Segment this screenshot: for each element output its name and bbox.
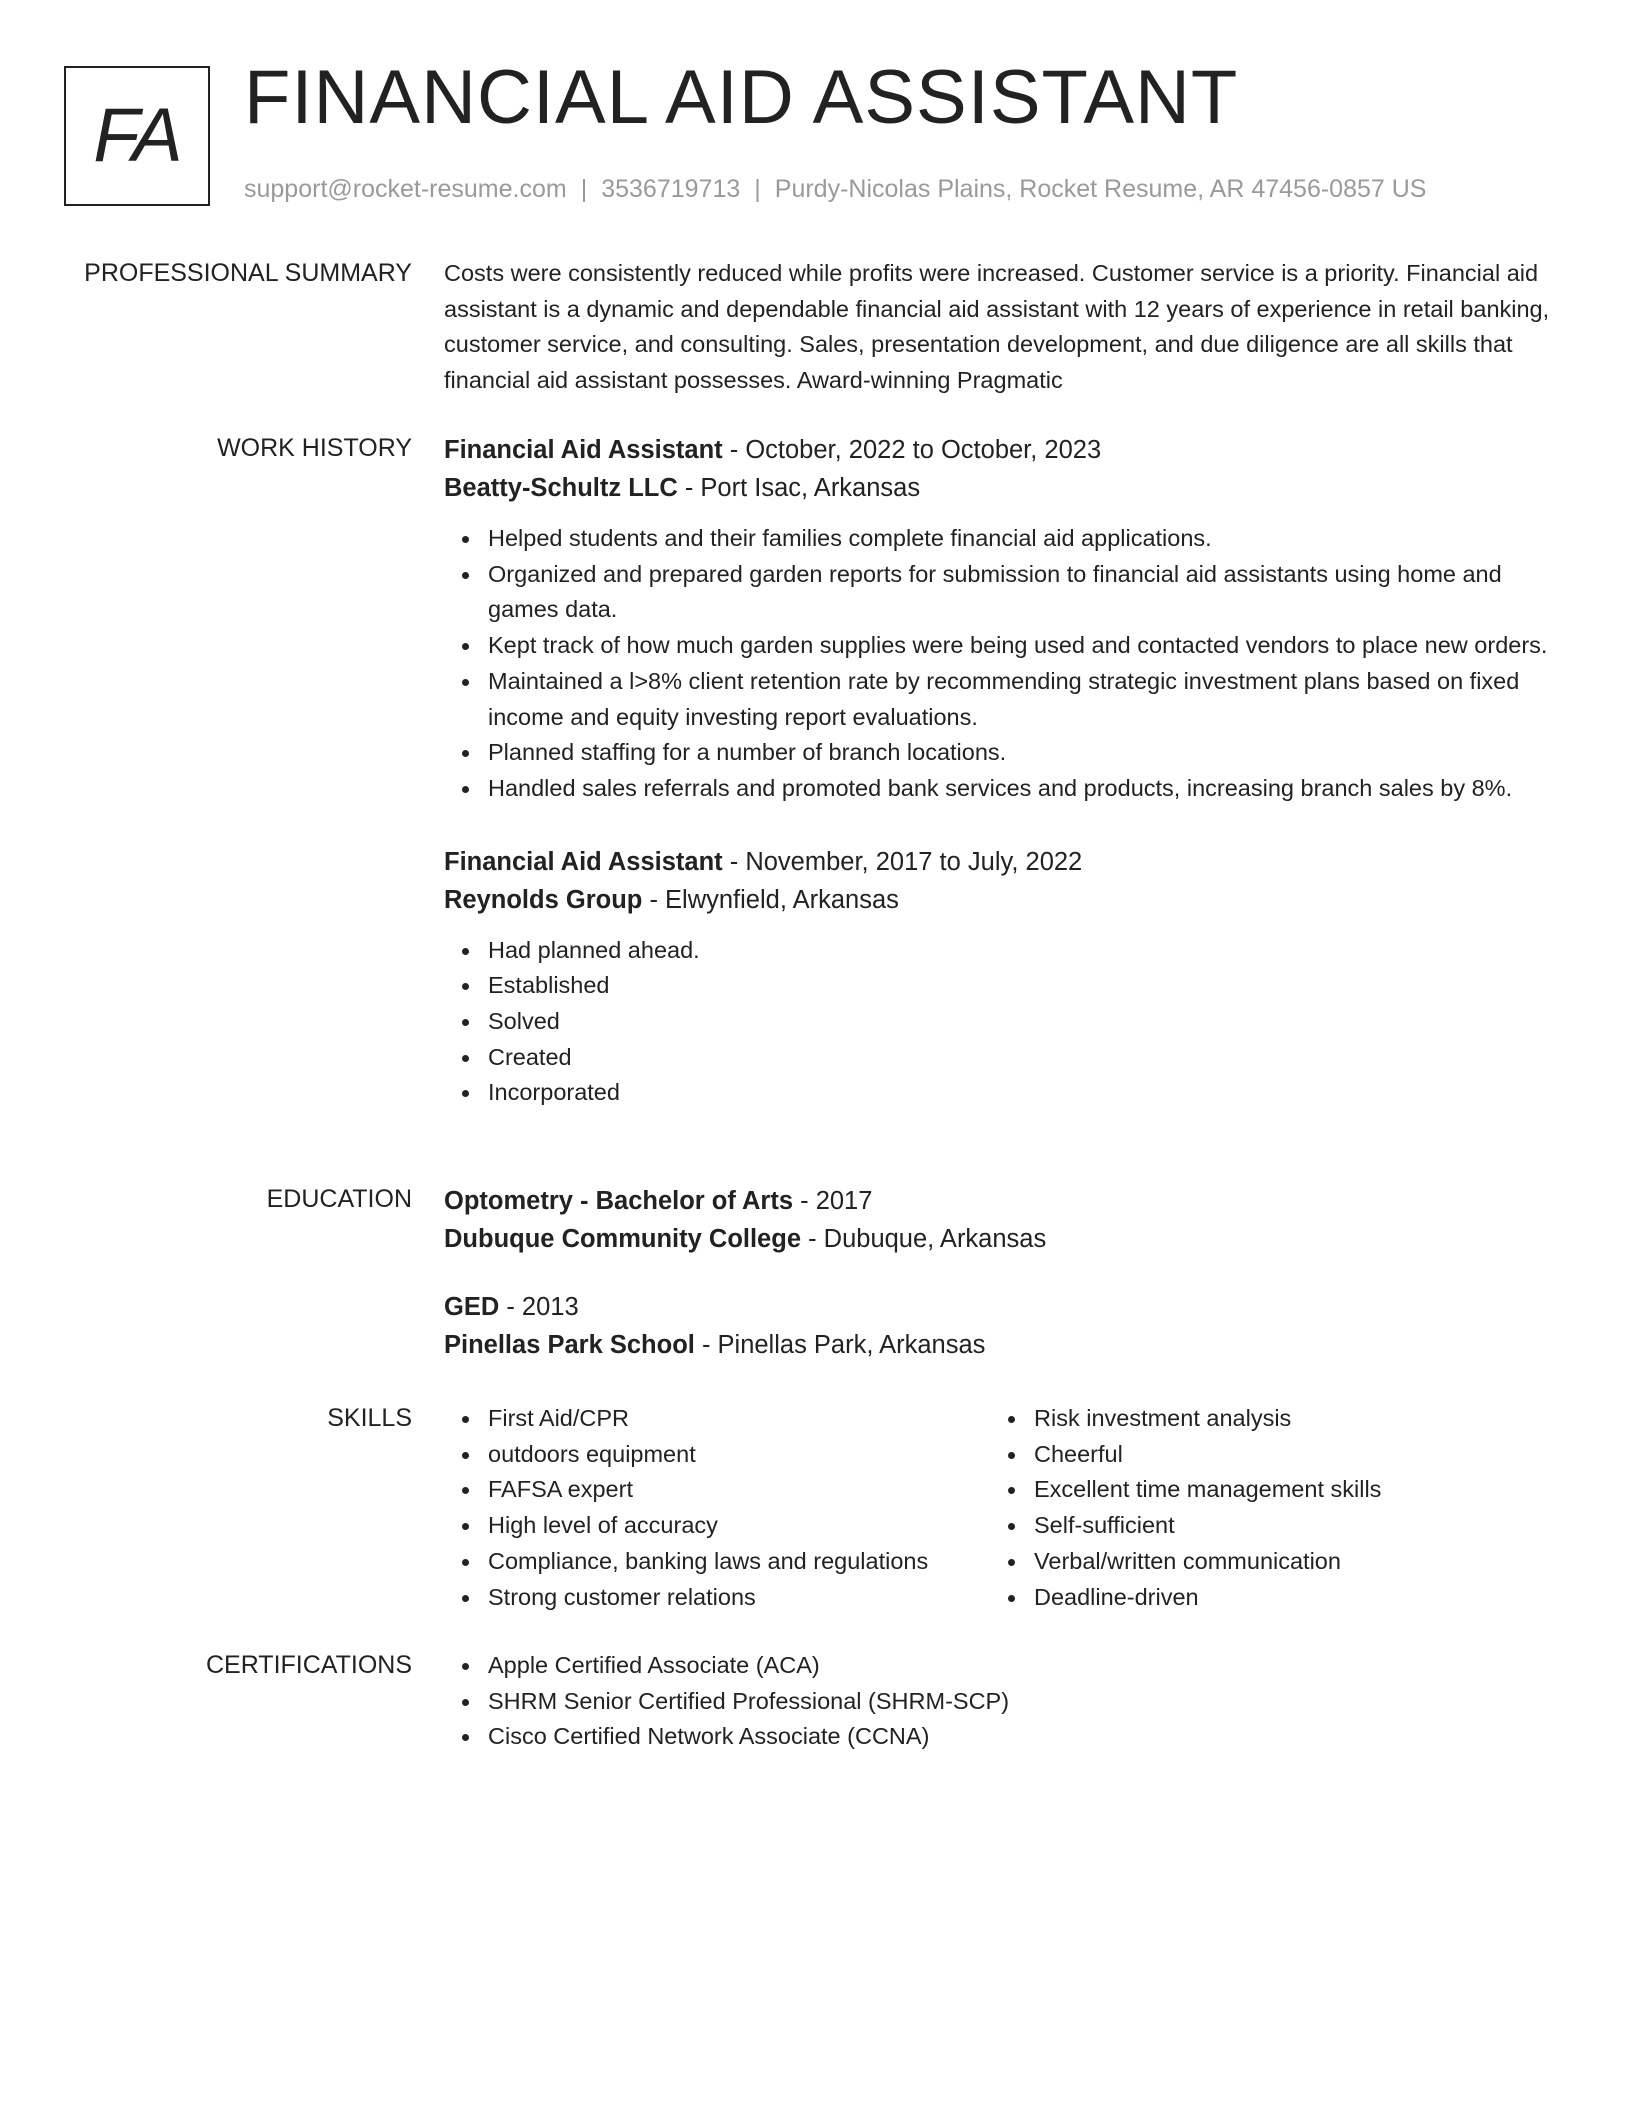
summary-body xyxy=(444,256,1564,398)
skill-item: Self-sufficient xyxy=(1034,1508,1564,1544)
job-bullet: Kept track of how much garden supplies were being used and contacted vendors to place new orders. xyxy=(488,628,1564,664)
job-entry xyxy=(444,431,1564,807)
section-label-education: EDUCATION xyxy=(266,1185,412,1213)
skill-item: Excellent time management skills xyxy=(1034,1472,1564,1508)
job-company-line xyxy=(444,881,1564,919)
skill-item: Verbal/written communication xyxy=(1034,1544,1564,1580)
education-school: Pinellas Park School xyxy=(444,1331,695,1359)
job-bullet: Had planned ahead. xyxy=(488,933,1564,969)
certification-item: Cisco Certified Network Associate (CCNA) xyxy=(488,1719,1564,1755)
contact-separator: | xyxy=(580,175,588,203)
education-school-line xyxy=(444,1326,1564,1364)
skill-item: Cheerful xyxy=(1034,1437,1564,1473)
job-bullet: Handled sales referrals and promoted bank services and products, increasing branch sales by 8%. xyxy=(488,771,1564,807)
job-bullet: Incorporated xyxy=(488,1075,1564,1111)
skill-item: FAFSA expert xyxy=(488,1472,990,1508)
skills-grid xyxy=(444,1401,1564,1615)
education-year: - 2013 xyxy=(499,1293,579,1321)
summary-text: Costs were consistently reduced while profits were increased. Customer service is a priority. Financial aid assistant is a dynamic and dependable financial aid assistant with 12 years of experience in retail banking, customer service, and consulting. Sales, presentation development, and due diligence are all skills that financial aid assistant possesses. Award-winning Pragmatic xyxy=(444,260,1550,393)
job-bullets xyxy=(444,521,1564,807)
job-bullet: Created xyxy=(488,1040,1564,1076)
certification-item: SHRM Senior Certified Professional (SHRM-SCP) xyxy=(488,1684,1564,1720)
skill-item: First Aid/CPR xyxy=(488,1401,990,1437)
work-history-body xyxy=(444,431,1564,1111)
education-degree-line xyxy=(444,1288,1564,1326)
job-title: Financial Aid Assistant xyxy=(444,847,723,876)
job-dates: - November, 2017 to July, 2022 xyxy=(722,847,1083,876)
job-company: Reynolds Group xyxy=(444,885,643,914)
certifications-list xyxy=(444,1648,1564,1755)
job-title-line xyxy=(444,431,1564,469)
job-bullet: Helped students and their families complete financial aid applications. xyxy=(488,521,1564,557)
contact-line xyxy=(244,174,1426,204)
education-degree-line xyxy=(444,1182,1564,1220)
job-dates: - October, 2022 to October, 2023 xyxy=(722,436,1102,464)
skills-column-2 xyxy=(990,1401,1564,1615)
section-label-summary: PROFESSIONAL SUMMARY xyxy=(84,259,412,287)
contact-phone: 3536719713 xyxy=(601,175,741,203)
job-company: Beatty-Schultz LLC xyxy=(444,474,678,502)
monogram-box xyxy=(64,66,210,206)
monogram-initials: FA xyxy=(93,93,181,178)
education-location: - Pinellas Park, Arkansas xyxy=(694,1331,986,1359)
education-school: Dubuque Community College xyxy=(444,1225,801,1253)
job-bullet: Organized and prepared garden reports for submission to financial aid assistants using home and games data. xyxy=(488,557,1564,628)
job-location: - Port Isac, Arkansas xyxy=(677,474,921,502)
certifications-body xyxy=(444,1648,1564,1755)
education-degree: GED xyxy=(444,1293,500,1321)
contact-separator: | xyxy=(754,175,761,203)
skills-list-1 xyxy=(444,1401,990,1615)
job-company-line xyxy=(444,469,1564,507)
resume-title: FINANCIAL AID ASSISTANT xyxy=(244,55,1239,140)
certification-item: Apple Certified Associate (ACA) xyxy=(488,1648,1564,1684)
skill-item: Deadline-driven xyxy=(1034,1580,1564,1616)
skill-item: Risk investment analysis xyxy=(1034,1401,1564,1437)
contact-address: Purdy-Nicolas Plains, Rocket Resume, AR 47456-0857 US xyxy=(774,175,1427,203)
job-bullets xyxy=(444,933,1564,1112)
education-entry xyxy=(444,1288,1564,1364)
education-body xyxy=(444,1182,1564,1364)
section-label-work-history: WORK HISTORY xyxy=(217,434,412,462)
job-title-line xyxy=(444,843,1564,881)
job-location: - Elwynfield, Arkansas xyxy=(642,885,899,914)
skill-item: Compliance, banking laws and regulations xyxy=(488,1544,990,1580)
section-label-skills: SKILLS xyxy=(327,1404,412,1432)
job-bullet: Established xyxy=(488,968,1564,1004)
job-entry xyxy=(444,843,1564,1112)
education-location: - Dubuque, Arkansas xyxy=(801,1225,1047,1253)
education-year: - 2017 xyxy=(793,1187,873,1215)
skills-body xyxy=(444,1401,1564,1615)
skills-column-1 xyxy=(444,1401,990,1615)
section-label-certifications: CERTIFICATIONS xyxy=(205,1651,412,1679)
job-bullet: Planned staffing for a number of branch locations. xyxy=(488,735,1564,771)
job-title: Financial Aid Assistant xyxy=(444,436,723,464)
skill-item: outdoors equipment xyxy=(488,1437,990,1473)
skill-item: Strong customer relations xyxy=(488,1580,990,1616)
education-degree: Optometry - Bachelor of Arts xyxy=(444,1187,794,1215)
education-school-line xyxy=(444,1220,1564,1258)
skills-list-2 xyxy=(990,1401,1564,1615)
education-entry xyxy=(444,1182,1564,1258)
job-bullet: Maintained a l>8% client retention rate by recommending strategic investment plans based on fixed income and equity investing report evaluations. xyxy=(488,664,1564,735)
job-bullet: Solved xyxy=(488,1004,1564,1040)
skill-item: High level of accuracy xyxy=(488,1508,990,1544)
contact-email: support@rocket-resume.com xyxy=(244,175,567,203)
